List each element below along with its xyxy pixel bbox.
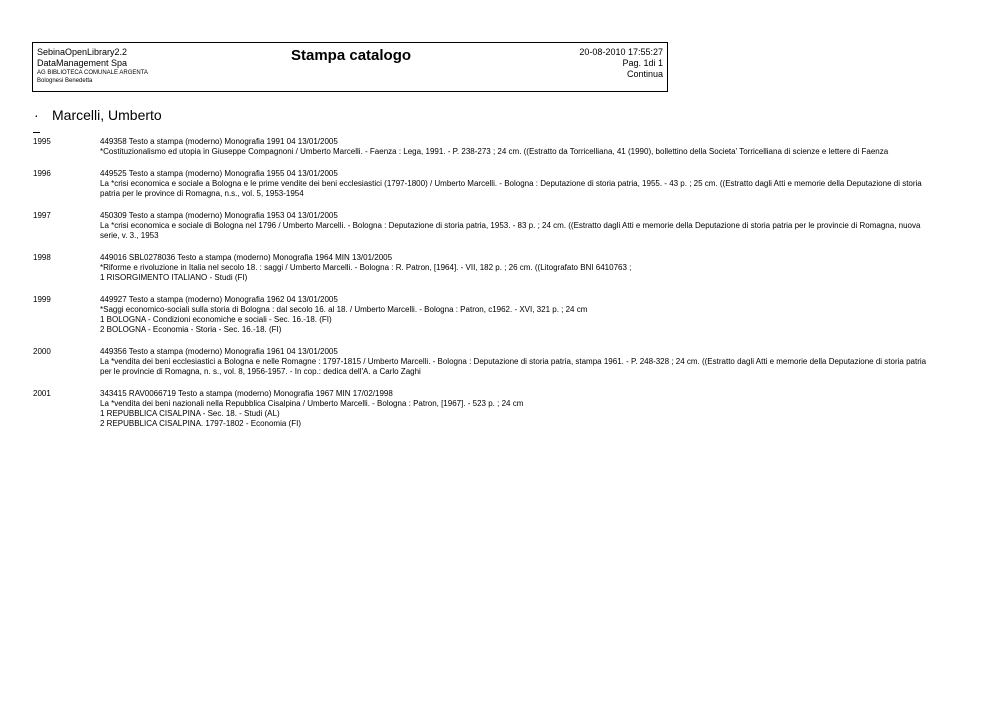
author-heading [34,106,162,124]
record-id-line: 343415 RAV0066719 Testo a stampa (moderno) Monografia 1967 MIN 17/02/1998 [100,389,393,398]
print-datetime: 20-08-2010 17:55:27 [579,47,663,57]
software-name: SebinaOpenLibrary2.2 [37,47,128,57]
record-entry [33,253,938,283]
record-description: La *vendita dei beni nazionali nella Repubblica Cisalpina / Umberto Marcelli. - Bologna : Patron, [1967]. - 523 p. ; 24 cm [100,399,524,408]
record-id-line: 450309 Testo a stampa (moderno) Monografia 1953 04 13/01/2005 [100,211,338,220]
record-subject: 1 RISORGIMENTO ITALIANO - Studi (FI) [100,273,248,282]
record-year: 1995 [33,137,51,146]
record-description: *Saggi economico-sociali sulla storia di Bologna : dal secolo 16. al 18. / Umberto Marcelli. - Bologna : Patron, c1962. - XVI, 321 p. ; 24 cm [100,305,588,314]
record-id-line: 449356 Testo a stampa (moderno) Monografia 1961 04 13/01/2005 [100,347,338,356]
library-name: AG BIBLIOTECA COMUNALE ARGENTA [37,70,148,76]
record-entry [33,137,938,157]
report-title: Stampa catalogo [291,47,412,64]
company-name: DataManagement Spa [37,58,128,68]
records-list [33,137,938,441]
record-entry [33,211,938,241]
record-entry [33,347,938,377]
user-name: Bolognesi Benedetta [37,78,93,84]
record-subject: 1 REPUBBLICA CISALPINA - Sec. 18. - Studi (AL) [100,409,280,418]
record-description: *Costituzionalismo ed utopia in Giuseppe Compagnoni / Umberto Marcelli. - Faenza : Lega, 1991. - P. 238-273 ; 24 cm. ((Estratto da Torricelliana, 41 (1990), bollettino della Societa' Torricelliana di scienze e lettere di Faenza [100,147,889,156]
record-entry [33,389,938,429]
record-entry [33,169,938,199]
header-right-block [579,47,663,80]
header-left-block [37,47,148,85]
record-subject: 2 BOLOGNA - Economia - Storia - Sec. 16.-18. (FI) [100,325,282,334]
record-year: 1998 [33,253,51,262]
record-year: 1997 [33,211,51,220]
record-description: La *vendita dei beni ecclesiastici a Bologna e nelle Romagne : 1797-1815 / Umberto Marcelli. - Bologna : Deputazione di storia patria, stampa 1961. - P. 248-328 ; 24 cm. ((Estratto dagli Atti e memorie della Deputazione di storia patria per le provincie di Romagna, n. s., vol. 8, 1956-1957. - In cop.: dedica dell'A. a Carlo Zaghi [100,357,927,376]
report-header [32,42,668,92]
page-number: Pag. 1di 1 [622,58,663,68]
record-id-line: 449016 SBL0278036 Testo a stampa (moderno) Monografia 1964 MIN 13/01/2005 [100,253,393,262]
record-id-line: 449358 Testo a stampa (moderno) Monografia 1991 04 13/01/2005 [100,137,338,146]
continue-label: Continua [626,69,663,79]
record-year: 2001 [33,389,51,398]
record-description: La *crisi economica e sociale a Bologna e le prime vendite dei beni ecclesiastici (1797-1800) / Umberto Marcelli. - Bologna : Deputazione di storia patria, 1955. - 43 p. ; 25 cm. ((Estratto dagli Atti e memorie della Deputazione di storia patria per le province di Romagna, n.s., vol. 5, 1953-1954 [100,179,922,198]
record-year: 1996 [33,169,51,178]
record-year: 1999 [33,295,51,304]
record-description: *Riforme e rivoluzione in Italia nel secolo 18. : saggi / Umberto Marcelli. - Bologna : R. Patron, [1964]. - VII, 182 p. ; 26 cm. ((Litografato BNI 6410763 ; [100,263,632,272]
author-name: Marcelli, Umberto [52,107,162,123]
bullet-icon: · [34,107,39,123]
record-year: 2000 [33,347,51,356]
record-subject: 1 BOLOGNA - Condizioni economiche e sociali - Sec. 16.-18. (FI) [100,315,332,324]
divider [33,132,40,133]
record-subject: 2 REPUBBLICA CISALPINA. 1797-1802 - Economia (FI) [100,419,301,428]
record-entry [33,295,938,335]
record-id-line: 449927 Testo a stampa (moderno) Monografia 1962 04 13/01/2005 [100,295,338,304]
record-id-line: 449525 Testo a stampa (moderno) Monografia 1955 04 13/01/2005 [100,169,338,178]
record-description: La *crisi economica e sociale di Bologna nel 1796 / Umberto Marcelli. - Bologna : Deputazione di storia patria, 1953. - 83 p. ; 24 cm. ((Estratto dagli Atti e memorie della Deputazione di storia patria per le provincie di Romagna, nuova serie, v. 3., 1953 [100,221,921,240]
